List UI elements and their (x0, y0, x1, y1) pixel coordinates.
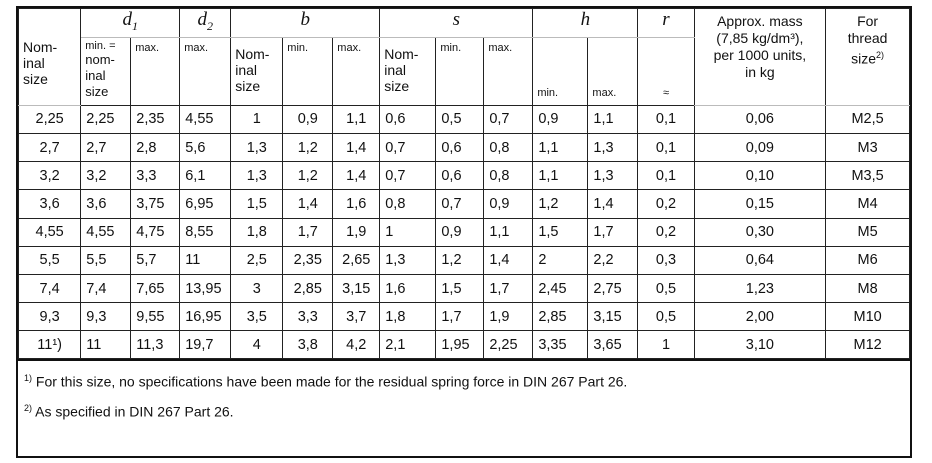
cell-nominal-size: 3,2 (19, 162, 81, 190)
cell-d1-max: 9,55 (131, 303, 180, 331)
cell-s-max: 1,7 (484, 274, 533, 302)
header-d1-min: min. = nom- inal size (81, 37, 131, 105)
header-r-approx: ≈ (638, 37, 694, 105)
cell-s-max: 1,1 (484, 218, 533, 246)
cell-thread-size: M12 (826, 331, 910, 359)
cell-b-min: 3,8 (283, 331, 333, 359)
cell-nominal-size: 5,5 (19, 246, 81, 274)
cell-d2-max: 5,6 (180, 133, 231, 161)
table-row (19, 274, 910, 302)
cell-b-max: 1,4 (333, 162, 380, 190)
dimensions-table (18, 8, 910, 359)
cell-h-max: 2,2 (588, 246, 638, 274)
cell-b-min: 1,4 (283, 190, 333, 218)
cell-s-nominal: 0,7 (380, 133, 436, 161)
cell-d1-min: 4,55 (81, 218, 131, 246)
cell-d1-min: 5,5 (81, 246, 131, 274)
header-b-max: max. (333, 37, 380, 105)
cell-s-nominal: 1,3 (380, 246, 436, 274)
cell-nominal-size: 9,3 (19, 303, 81, 331)
cell-d1-min: 2,7 (81, 133, 131, 161)
cell-b-nominal: 3 (231, 274, 283, 302)
cell-d1-max: 3,3 (131, 162, 180, 190)
cell-s-nominal: 2,1 (380, 331, 436, 359)
cell-b-max: 1,4 (333, 133, 380, 161)
cell-approx-mass: 0,06 (694, 105, 826, 133)
cell-d1-min: 3,6 (81, 190, 131, 218)
cell-s-max: 2,25 (484, 331, 533, 359)
cell-thread-size: M4 (826, 190, 910, 218)
cell-h-max: 1,3 (588, 162, 638, 190)
cell-b-max: 3,7 (333, 303, 380, 331)
header-b-min: min. (283, 37, 333, 105)
cell-approx-mass: 1,23 (694, 274, 826, 302)
cell-h-min: 0,9 (533, 105, 588, 133)
cell-h-max: 1,1 (588, 105, 638, 133)
cell-d1-min: 2,25 (81, 105, 131, 133)
cell-d2-max: 16,95 (180, 303, 231, 331)
cell-r: 0,1 (638, 162, 694, 190)
cell-d2-max: 19,7 (180, 331, 231, 359)
header-nominal-size: Nom- inal size (19, 9, 81, 106)
cell-h-min: 1,2 (533, 190, 588, 218)
cell-s-nominal: 1 (380, 218, 436, 246)
cell-s-min: 0,6 (436, 162, 484, 190)
cell-b-nominal: 3,5 (231, 303, 283, 331)
cell-b-min: 2,35 (283, 246, 333, 274)
footnote-1: $^{1)}$ For this size, no specifications have been made for the residual spring force in DIN 267 Part 26. (24, 373, 628, 391)
cell-r: 1 (638, 331, 694, 359)
cell-r: 0,1 (638, 133, 694, 161)
cell-h-min: 1,1 (533, 162, 588, 190)
cell-d2-max: 11 (180, 246, 231, 274)
cell-d2-max: 8,55 (180, 218, 231, 246)
cell-r: 0,2 (638, 218, 694, 246)
cell-d2-max: 4,55 (180, 105, 231, 133)
cell-b-max: 1,6 (333, 190, 380, 218)
cell-r: 0,1 (638, 105, 694, 133)
table-row (19, 133, 910, 161)
header-d2-max: max. (180, 37, 231, 105)
header-approx-mass: Approx. mass (7,85 kg/dm³), per 1000 units, in kg (694, 9, 826, 106)
cell-s-nominal: 0,8 (380, 190, 436, 218)
header-s-nominal: Nom- inal size (380, 37, 436, 105)
cell-h-min: 1,1 (533, 133, 588, 161)
cell-d1-min: 3,2 (81, 162, 131, 190)
cell-h-min: 2 (533, 246, 588, 274)
cell-thread-size: M3 (826, 133, 910, 161)
cell-h-min: 2,85 (533, 303, 588, 331)
header-b: b (231, 9, 380, 38)
cell-s-max: 1,4 (484, 246, 533, 274)
cell-s-max: 0,8 (484, 133, 533, 161)
cell-b-nominal: 2,5 (231, 246, 283, 274)
header-h-min: min. (533, 37, 588, 105)
cell-s-min: 0,9 (436, 218, 484, 246)
cell-b-max: 2,65 (333, 246, 380, 274)
cell-d1-max: 7,65 (131, 274, 180, 302)
cell-h-max: 1,3 (588, 133, 638, 161)
cell-s-max: 0,7 (484, 105, 533, 133)
cell-d1-max: 2,35 (131, 105, 180, 133)
cell-h-max: 3,15 (588, 303, 638, 331)
cell-r: 0,5 (638, 303, 694, 331)
cell-b-min: 2,85 (283, 274, 333, 302)
header-r: r (638, 9, 694, 38)
header-d1: $d_1$ (81, 9, 180, 38)
header-d1-max: max. (131, 37, 180, 105)
cell-nominal-size: 4,55 (19, 218, 81, 246)
header-b-nominal: Nom- inal size (231, 37, 283, 105)
cell-s-min: 0,7 (436, 190, 484, 218)
cell-h-max: 1,7 (588, 218, 638, 246)
table-row (19, 105, 910, 133)
table-row (19, 246, 910, 274)
cell-h-max: 2,75 (588, 274, 638, 302)
header-s-min: min. (436, 37, 484, 105)
cell-b-max: 1,9 (333, 218, 380, 246)
cell-b-nominal: 1,5 (231, 190, 283, 218)
cell-approx-mass: 0,30 (694, 218, 826, 246)
table-row (19, 218, 910, 246)
cell-b-min: 1,2 (283, 162, 333, 190)
cell-h-min: 2,45 (533, 274, 588, 302)
cell-b-nominal: 1,3 (231, 162, 283, 190)
table-row (19, 162, 910, 190)
cell-s-nominal: 1,6 (380, 274, 436, 302)
header-h-max: max. (588, 37, 638, 105)
cell-s-min: 1,95 (436, 331, 484, 359)
cell-b-nominal: 4 (231, 331, 283, 359)
header-s-max: max. (484, 37, 533, 105)
cell-s-max: 0,9 (484, 190, 533, 218)
cell-h-max: 1,4 (588, 190, 638, 218)
cell-d1-max: 5,7 (131, 246, 180, 274)
cell-b-nominal: 1,3 (231, 133, 283, 161)
cell-approx-mass: 0,64 (694, 246, 826, 274)
cell-d2-max: 6,1 (180, 162, 231, 190)
table-row (19, 190, 910, 218)
cell-s-nominal: 0,6 (380, 105, 436, 133)
cell-b-max: 1,1 (333, 105, 380, 133)
cell-d1-max: 4,75 (131, 218, 180, 246)
cell-b-nominal: 1 (231, 105, 283, 133)
cell-approx-mass: 3,10 (694, 331, 826, 359)
table-row (19, 331, 910, 359)
cell-d1-min: 7,4 (81, 274, 131, 302)
cell-b-max: 3,15 (333, 274, 380, 302)
cell-b-max: 4,2 (333, 331, 380, 359)
cell-b-nominal: 1,8 (231, 218, 283, 246)
cell-d1-max: 11,3 (131, 331, 180, 359)
cell-s-min: 1,5 (436, 274, 484, 302)
cell-s-min: 0,6 (436, 133, 484, 161)
cell-r: 0,5 (638, 274, 694, 302)
cell-d2-max: 13,95 (180, 274, 231, 302)
cell-thread-size: M5 (826, 218, 910, 246)
cell-h-min: 1,5 (533, 218, 588, 246)
cell-approx-mass: 0,15 (694, 190, 826, 218)
cell-d1-min: 11 (81, 331, 131, 359)
cell-h-min: 3,35 (533, 331, 588, 359)
cell-d1-max: 2,8 (131, 133, 180, 161)
header-s: s (380, 9, 533, 38)
cell-b-min: 1,7 (283, 218, 333, 246)
cell-s-min: 0,5 (436, 105, 484, 133)
cell-r: 0,3 (638, 246, 694, 274)
cell-s-max: 1,9 (484, 303, 533, 331)
cell-nominal-size: 3,6 (19, 190, 81, 218)
cell-b-min: 0,9 (283, 105, 333, 133)
table-body (19, 105, 910, 359)
cell-s-nominal: 0,7 (380, 162, 436, 190)
footnote-2: $^{2)}$ As specified in DIN 267 Part 26. (24, 403, 234, 420)
cell-h-max: 3,65 (588, 331, 638, 359)
cell-thread-size: M6 (826, 246, 910, 274)
cell-d1-max: 3,75 (131, 190, 180, 218)
cell-nominal-size: 11¹) (19, 331, 81, 359)
table-row (19, 303, 910, 331)
header-thread-size: For thread size$^{2)}$ (826, 9, 910, 106)
header-d2: $d_2$ (180, 9, 231, 38)
cell-s-min: 1,7 (436, 303, 484, 331)
cell-d1-min: 9,3 (81, 303, 131, 331)
cell-b-min: 3,3 (283, 303, 333, 331)
cell-d2-max: 6,95 (180, 190, 231, 218)
cell-s-max: 0,8 (484, 162, 533, 190)
cell-nominal-size: 7,4 (19, 274, 81, 302)
cell-nominal-size: 2,25 (19, 105, 81, 133)
header-h: h (533, 9, 638, 38)
cell-b-min: 1,2 (283, 133, 333, 161)
cell-thread-size: M3,5 (826, 162, 910, 190)
cell-r: 0,2 (638, 190, 694, 218)
cell-thread-size: M10 (826, 303, 910, 331)
cell-approx-mass: 0,09 (694, 133, 826, 161)
cell-nominal-size: 2,7 (19, 133, 81, 161)
cell-thread-size: M8 (826, 274, 910, 302)
spec-table-sheet (16, 6, 912, 458)
cell-s-nominal: 1,8 (380, 303, 436, 331)
cell-approx-mass: 0,10 (694, 162, 826, 190)
cell-thread-size: M2,5 (826, 105, 910, 133)
cell-s-min: 1,2 (436, 246, 484, 274)
cell-approx-mass: 2,00 (694, 303, 826, 331)
footnotes (18, 359, 910, 424)
